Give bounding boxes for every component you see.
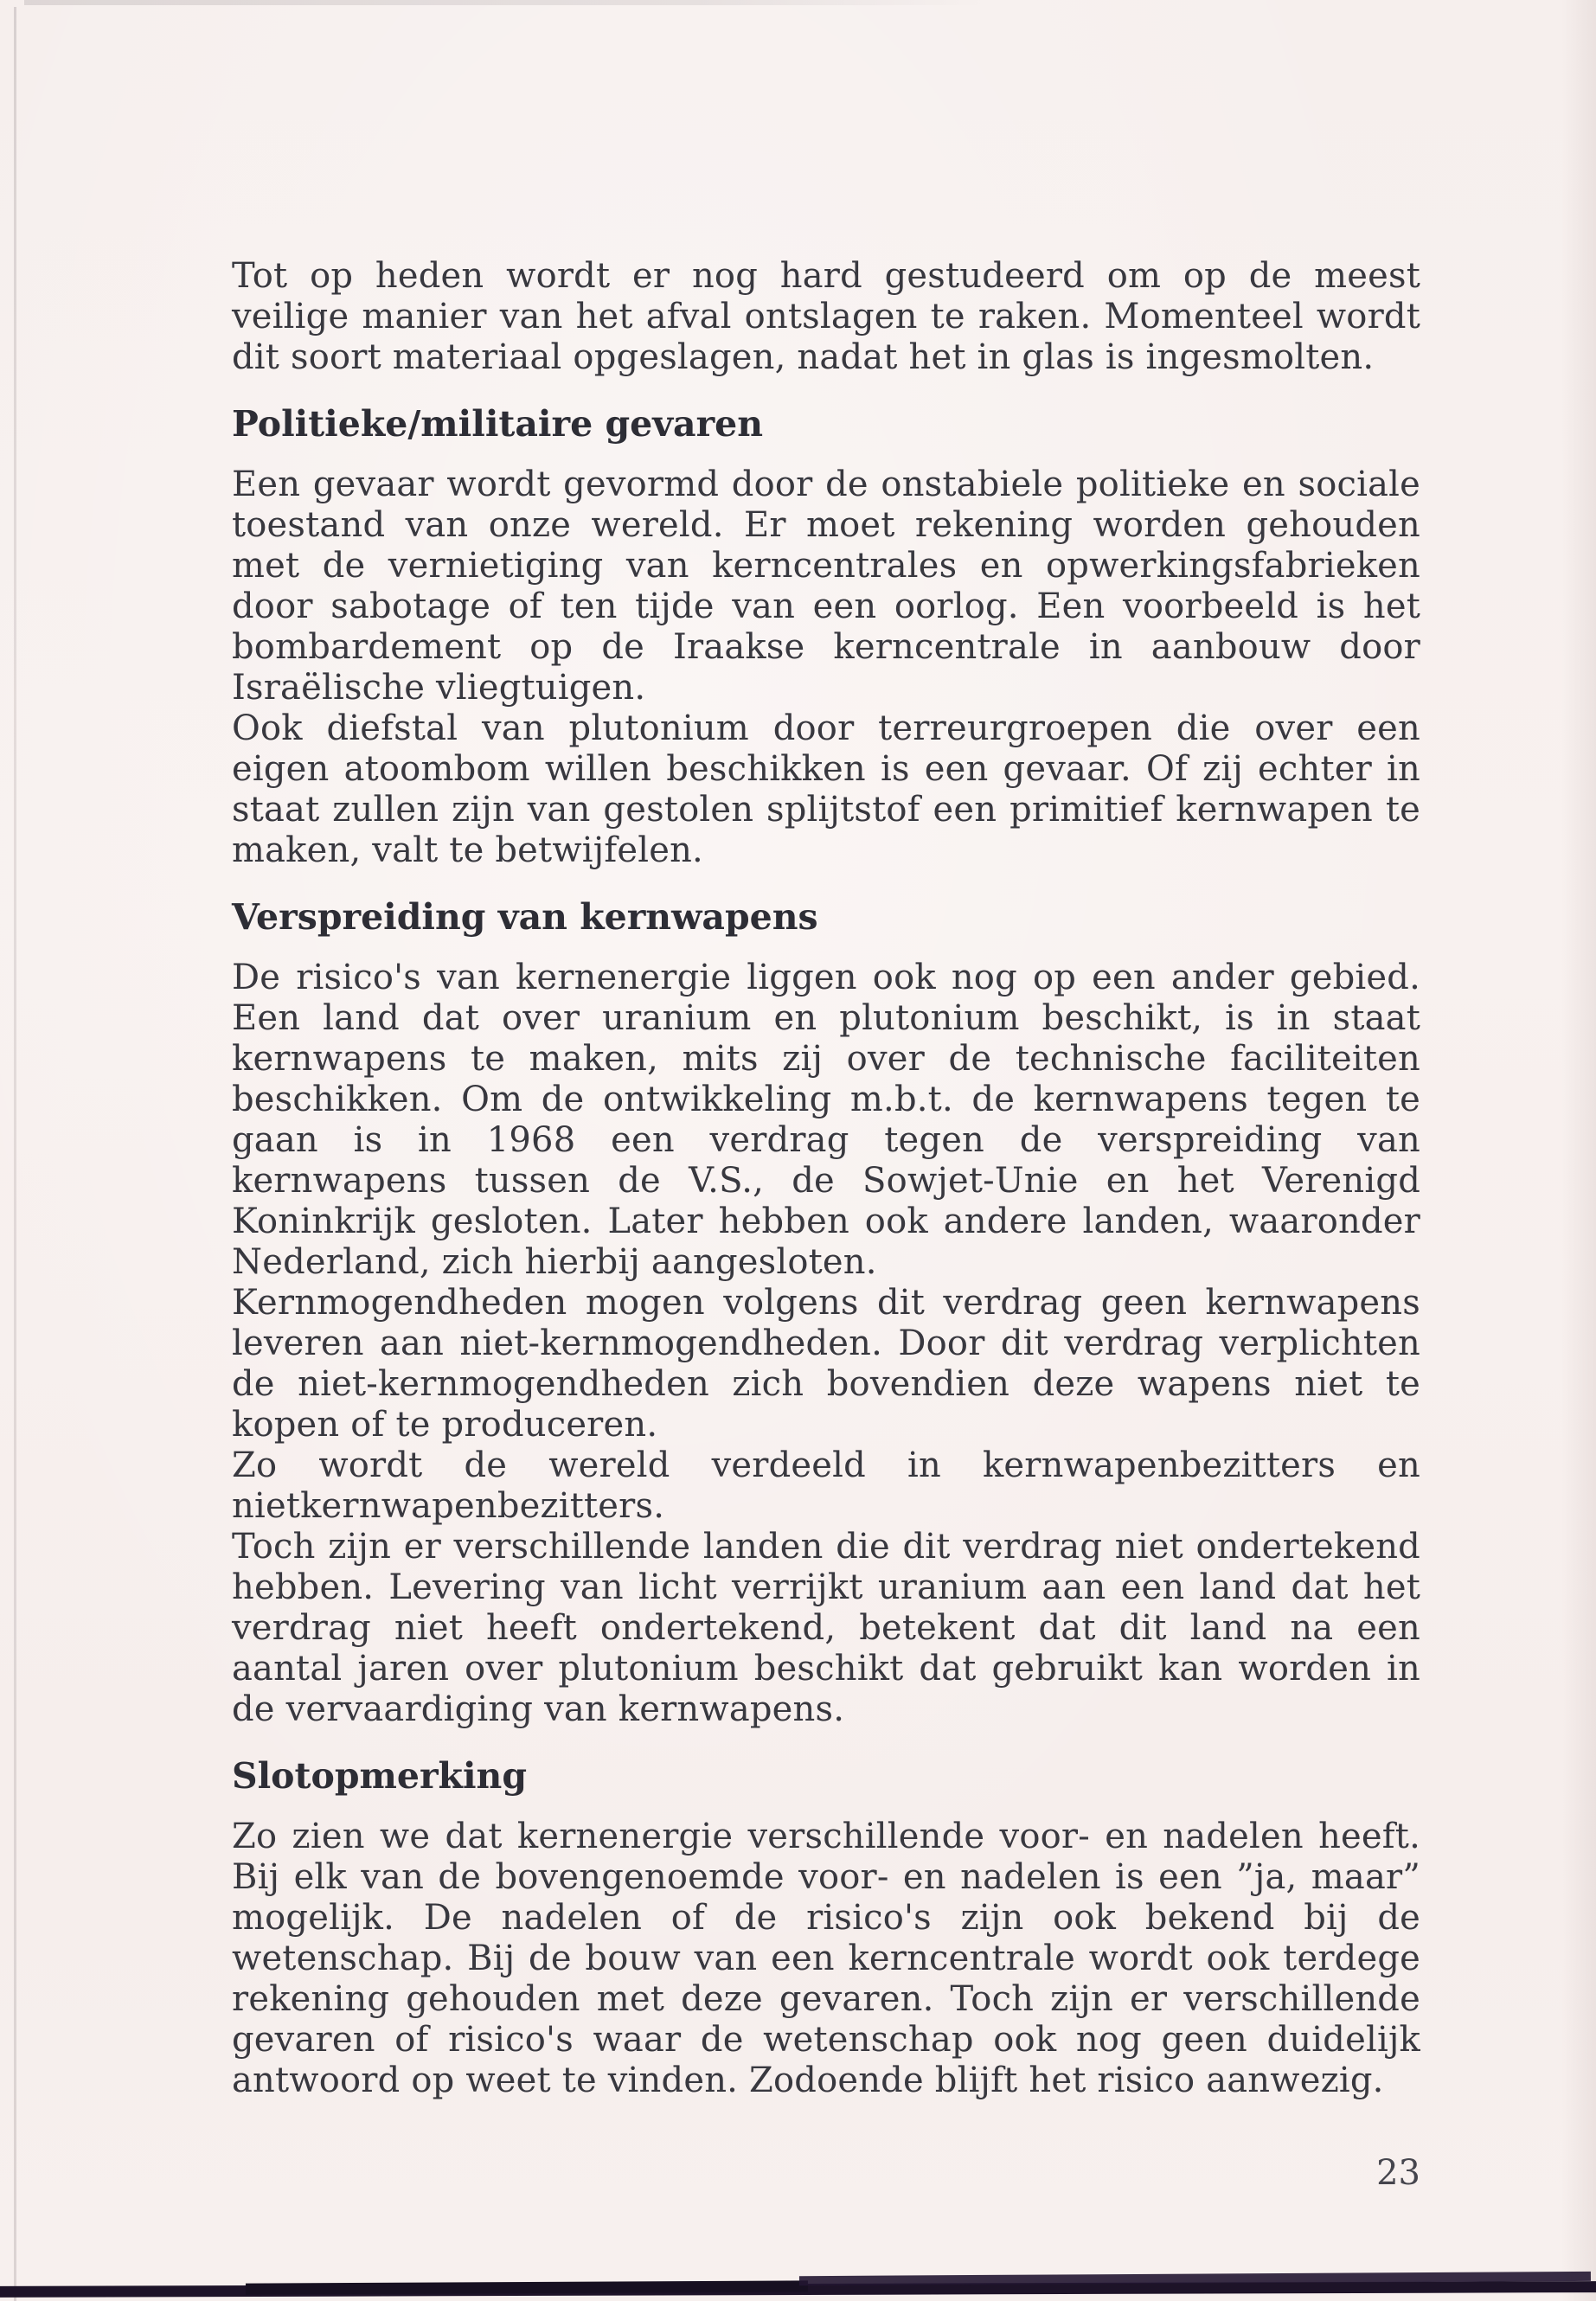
paragraph-proliferation-treaty: De risico's van kernenergie liggen ook nog op een ander gebied. Een land dat over uranium en plutonium beschikt, is in staat kernwapens te maken, mits zij over de technische faciliteiten beschikken. Om de ontwikkeling m.b.t. de kernwapens tegen te gaan is in 1968 een verdrag tegen de verspreiding van kernwapens tussen de V.S., de Sowjet-Unie en het Verenigd Koninkrijk gesloten. Later hebben ook andere landen, waaronder Nederland, zich hierbij aangesloten.	[232, 958, 1420, 1282]
paragraph-political-dangers: Een gevaar wordt gevormd door de onstabiele politieke en sociale toestand van onze wereld. Er moet rekening worden gehouden met de vernietiging van kerncentrales en opwerkingsfabrieken door sabotage of ten tijde van een oorlog. Een voorbeeld is het bombardement op de Iraakse kerncentrale in aanbouw door Israëlische vliegtuigen.	[232, 465, 1420, 708]
page-number: 23	[1376, 2153, 1420, 2193]
paragraph-plutonium-theft: Ook diefstal van plutonium door terreurgroepen die over een eigen atoombom willen beschikken is een gevaar. Of zij echter in staat zullen zijn van gestolen splijtstof een primitief kernwapen te maken, valt te betwijfelen.	[232, 708, 1420, 870]
heading-slotopmerking: Slotopmerking	[232, 1755, 528, 1797]
scan-bottom-bar-segment	[246, 2280, 808, 2294]
scan-bottom-bar-artifact	[0, 2281, 1596, 2298]
paragraph-treaty-obligations: Kernmogendheden mogen volgens dit verdrag geen kernwapens leveren aan niet-kernmogendheden. Door dit verdrag verplichten de niet-kernmogendheden zich bovendien deze wapens niet te kopen of te produceren.	[232, 1283, 1420, 1445]
paragraph-conclusion: Zo zien we dat kernenergie verschillende voor- en nadelen heeft. Bij elk van de bovengenoemde voor- en nadelen is een ”ja, maar” mogelijk. De nadelen of de risico's zijn ook bekend bij de wetenschap. Bij de bouw van een kerncentrale wordt ook terdege rekening gehouden met deze gevaren. Toch zijn er verschillende gevaren of risico's waar de wetenschap ook nog geen duidelijk antwoord op weet te vinden. Zodoende blijft het risico aanwezig.	[232, 1817, 1420, 2100]
scan-right-edge-shade	[1561, 0, 1596, 2301]
heading-verspreiding-van-kernwapens: Verspreiding van kernwapens	[232, 896, 818, 938]
paragraph-waste-storage: Tot op heden wordt er nog hard gestudeerd om op de meest veilige manier van het afval ontslagen te raken. Momenteel wordt dit soort materiaal opgeslagen, nadat het in glas is ingesmolten.	[232, 256, 1420, 377]
paragraph-non-signatories: Toch zijn er verschillende landen die dit verdrag niet ondertekend hebben. Levering van licht verrijkt uranium aan een land dat het verdrag niet heeft ondertekend, betekent dat dit land na een aantal jaren over plutonium beschikt dat gebruikt kan worden in de vervaardiging van kernwapens.	[232, 1527, 1420, 1729]
heading-politieke-militaire-gevaren: Politieke/militaire gevaren	[232, 403, 764, 445]
page-gutter-shadow	[14, 7, 16, 2301]
text-column	[232, 256, 1420, 2193]
scan-top-edge-artifact	[24, 0, 984, 5]
scan-bottom-bar-segment	[799, 2272, 1591, 2285]
paragraph-world-division: Zo wordt de wereld verdeeld in kernwapenbezitters en nietkernwapenbezitters.	[232, 1445, 1420, 1526]
